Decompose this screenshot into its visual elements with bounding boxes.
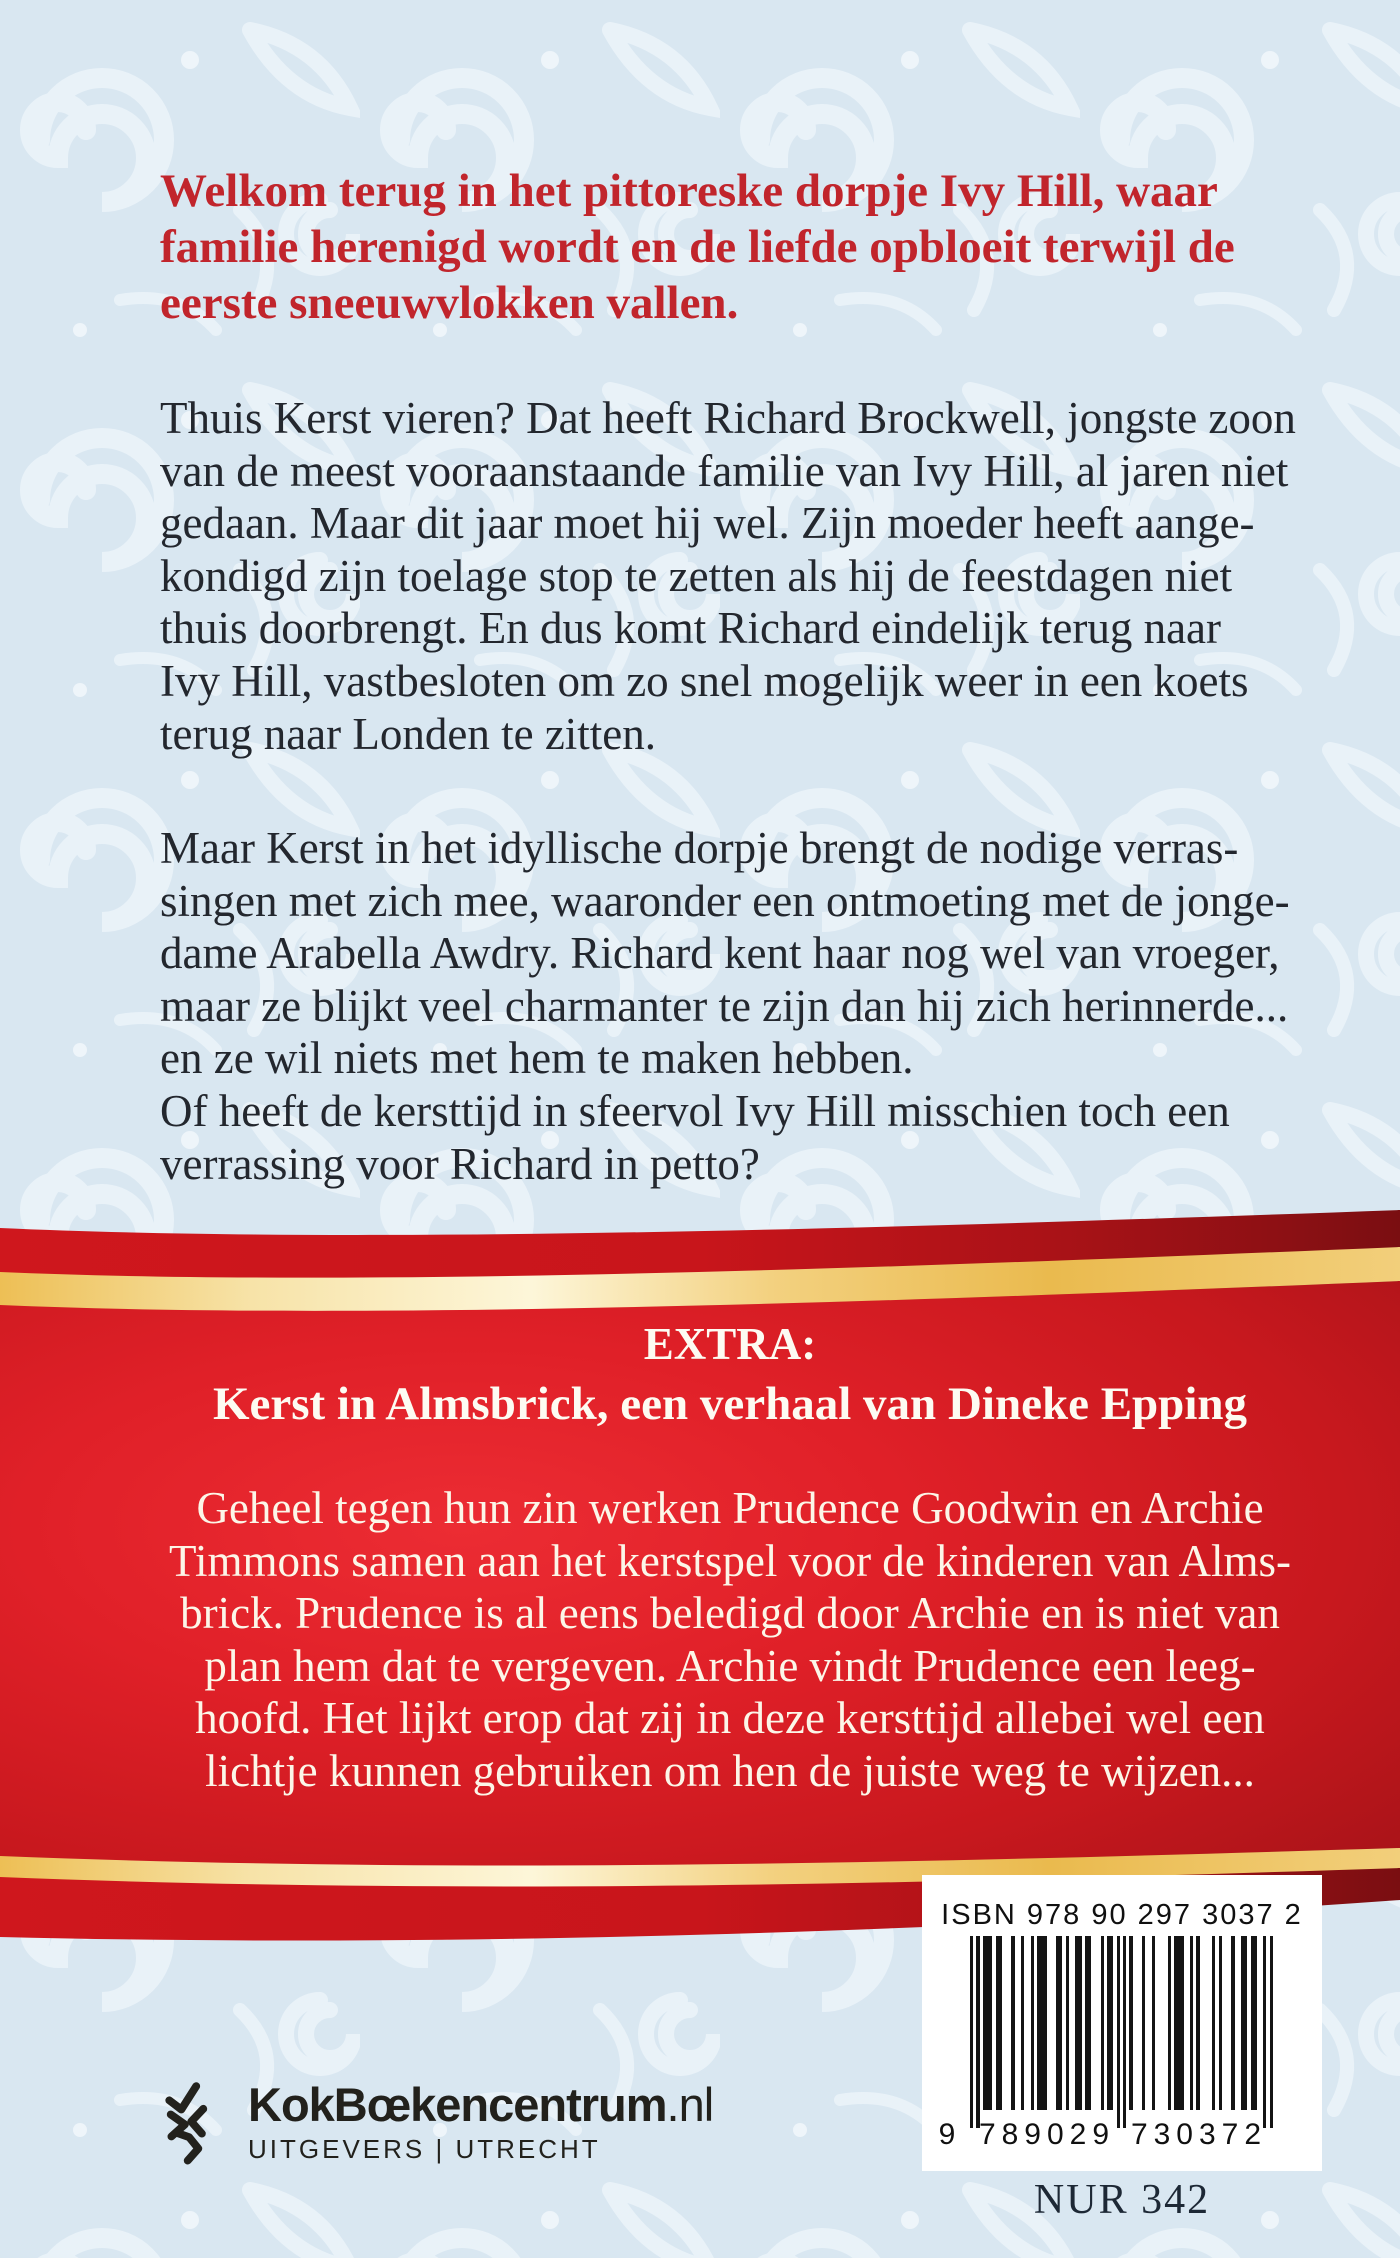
synopsis-line: dame Arabella Awdry. Richard kent haar nog wel van vroeger,	[160, 928, 1280, 979]
intro-line: eerste sneeuwvlokken vallen.	[160, 277, 739, 329]
publisher-tagline: UITGEVERS | UTRECHT	[248, 2134, 601, 2164]
extra-body-line: Geheel tegen hun zin werken Prudence Goodwin en Archie	[196, 1483, 1264, 1533]
publisher-name	[248, 2080, 713, 2130]
publisher-name-suffix: .nl	[666, 2078, 714, 2131]
extra-label: EXTRA:	[643, 1319, 817, 1369]
synopsis-paragraph-1	[160, 392, 1320, 760]
synopsis-line: gedaan. Maar dit jaar moet hij wel. Zijn moeder heeft aange-	[160, 498, 1255, 549]
intro-blurb	[160, 163, 1310, 331]
barcode-digit-group: 9	[938, 2118, 956, 2151]
publisher-logo-text	[248, 2058, 713, 2182]
extra-heading: Kerst in Almsbrick, een verhaal van Dineke Epping	[212, 1378, 1248, 1430]
synopsis-line: verrassing voor Richard in petto?	[160, 1138, 760, 1189]
extra-body-line: hoofd. Het lijkt erop dat zij in deze kersttijd allebei wel een	[195, 1693, 1265, 1744]
synopsis-line: maar ze blijkt veel charmanter te zijn dan hij zich herinnerde...	[160, 980, 1289, 1031]
extra-body-line: lichtje kunnen gebruiken om hen de juiste weg te wijzen...	[205, 1745, 1255, 1796]
barcode-digit-group: 789029	[978, 2118, 1116, 2151]
synopsis-paragraph-2	[160, 822, 1320, 1190]
extra-body-line: Timmons samen aan het kerstspel voor de kinderen van Alms-	[169, 1535, 1291, 1586]
synopsis-line: terug naar Londen te zitten.	[160, 708, 657, 759]
extra-body	[90, 1482, 1370, 1798]
extra-body-line: plan hem dat te vergeven. Archie vindt Prudence een leeg-	[204, 1640, 1256, 1691]
publisher-name-main: KokBœkencentrum	[248, 2078, 667, 2131]
synopsis-line: thuis doorbrengt. En dus komt Richard eindelijk terug naar	[160, 603, 1222, 654]
synopsis-line: Ivy Hill, vastbesloten om zo snel mogelijk weer in een koets	[160, 655, 1249, 706]
isbn-barcode-box	[922, 1875, 1322, 2171]
intro-line: familie herenigd wordt en de liefde opbloeit terwijl de	[160, 221, 1235, 273]
synopsis-line: van de meest vooraanstaande familie van Ivy Hill, al jaren niet	[160, 445, 1289, 496]
nur-code: NUR 342	[1033, 2177, 1211, 2223]
synopsis-line: en ze wil niets met hem te maken hebben.	[160, 1033, 914, 1084]
synopsis-line: singen met zich mee, waaronder een ontmoeting met de jonge-	[160, 875, 1290, 926]
extra-body-line: brick. Prudence is al eens beledigd door Archie en is niet van	[180, 1588, 1280, 1639]
isbn-label: ISBN 978 90 297 3037 2	[941, 1899, 1303, 1931]
extra-section	[90, 1318, 1370, 1798]
publisher-logo	[148, 2058, 713, 2182]
intro-line: Welkom terug in het pittoreske dorpje Ivy Hill, waar	[160, 165, 1218, 217]
ean-barcode	[970, 1936, 1273, 2128]
synopsis-line: Maar Kerst in het idyllische dorpje brengt de nodige verras-	[160, 823, 1239, 873]
synopsis-line: kondigd zijn toelage stop te zetten als hij de feestdagen niet	[160, 550, 1233, 601]
synopsis-line: Thuis Kerst vieren? Dat heeft Richard Brockwell, jongste zoon	[160, 393, 1296, 443]
publisher-logo-icon	[148, 2064, 226, 2182]
synopsis-line: Of heeft de kersttijd in sfeervol Ivy Hill misschien toch een	[160, 1085, 1230, 1136]
barcode-digit-group: 730372	[1130, 2118, 1268, 2151]
